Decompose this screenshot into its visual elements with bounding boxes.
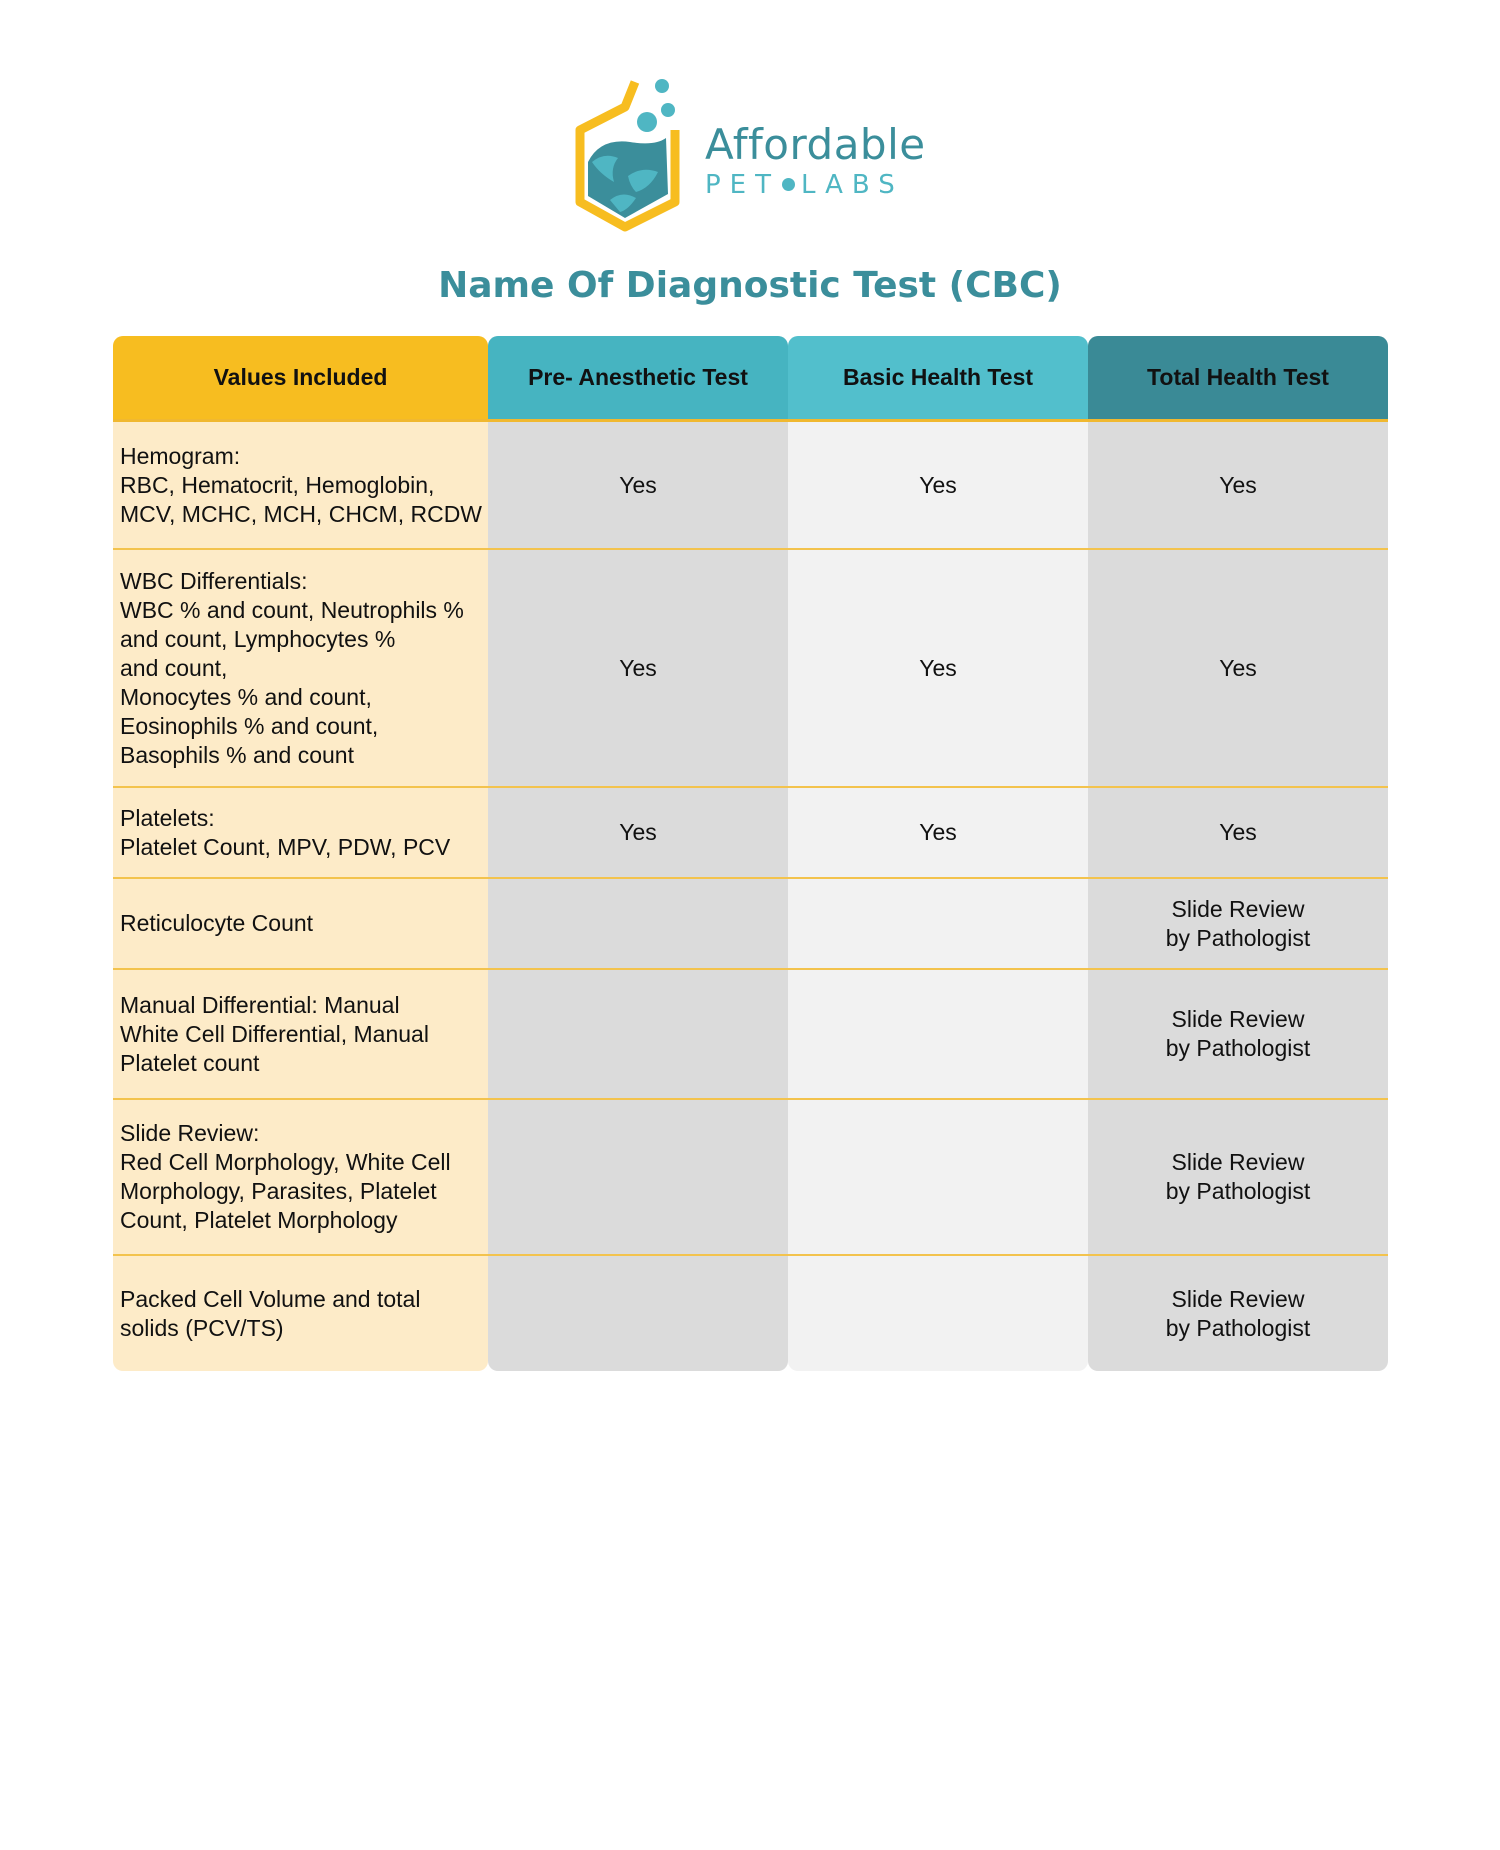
table-cell	[788, 879, 1088, 970]
cell-value: Slide Review by Pathologist	[1165, 1149, 1311, 1204]
row-label-text: Packed Cell Volume and total solids (PCV/TS)	[120, 1285, 421, 1341]
table-cell	[788, 970, 1088, 1100]
brand-labs-word: LABS	[801, 170, 904, 200]
column-pre-anesthetic	[488, 336, 788, 1371]
cell-value: Yes	[1219, 654, 1257, 681]
row-label-text: Manual Differential: Manual White Cell Differential, Manual Platelet count	[120, 991, 429, 1076]
row-label-text: Hemogram: RBC, Hematocrit, Hemoglobin, MCV, MCHC, MCH, CHCM, RCDW	[120, 442, 483, 527]
header-values-included: Values Included	[113, 336, 488, 422]
row-label	[113, 422, 488, 550]
cell-value: Yes	[619, 471, 657, 498]
header-total-health: Total Health Test	[1088, 336, 1388, 422]
brand-subtitle	[705, 170, 926, 200]
cell-value: Yes	[919, 471, 957, 498]
table-cell	[1088, 1100, 1388, 1256]
table-cell	[1088, 422, 1388, 550]
table-cell	[1088, 550, 1388, 788]
header-basic-health: Basic Health Test	[788, 336, 1088, 422]
flask-hexagon-icon	[570, 72, 700, 232]
row-label	[113, 879, 488, 970]
table-cell	[788, 1100, 1088, 1256]
header-pre-anesthetic: Pre- Anesthetic Test	[488, 336, 788, 422]
row-label	[113, 788, 488, 879]
comparison-table	[113, 336, 1388, 1371]
brand-logo	[570, 72, 930, 232]
cell-value: Yes	[919, 819, 957, 845]
column-basic-health	[788, 336, 1088, 1371]
cell-value: Slide Review by Pathologist	[1165, 1006, 1311, 1061]
table-cell	[788, 788, 1088, 879]
table-cell	[488, 422, 788, 550]
table-cell	[788, 422, 1088, 550]
row-label	[113, 550, 488, 788]
brand-pet-word: PET	[705, 170, 780, 200]
row-label-text: Reticulocyte Count	[120, 910, 314, 936]
table-cell	[1088, 879, 1388, 970]
table-cell	[788, 550, 1088, 788]
table-cell	[488, 788, 788, 879]
table-cell	[488, 879, 788, 970]
column-values-included	[113, 336, 488, 1371]
column-total-health	[1088, 336, 1388, 1371]
table-cell	[788, 1256, 1088, 1371]
table-cell	[488, 970, 788, 1100]
table-cell	[1088, 970, 1388, 1100]
cell-value: Yes	[619, 819, 657, 845]
table-cell	[488, 1100, 788, 1256]
cell-value: Slide Review by Pathologist	[1165, 1285, 1311, 1341]
page-title: Name Of Diagnostic Test (CBC)	[438, 265, 1062, 306]
cell-value: Yes	[1219, 471, 1257, 498]
table-cell	[488, 1256, 788, 1371]
brand-dot-icon	[782, 178, 795, 191]
row-label-text: WBC Differentials: WBC % and count, Neutrophils % and count, Lymphocytes % and count, Monocytes % and count, Eosinophils % and count, Basophils % and count	[120, 567, 464, 768]
row-label	[113, 1100, 488, 1256]
row-label	[113, 1256, 488, 1371]
cell-value: Slide Review by Pathologist	[1165, 895, 1311, 951]
cell-value: Yes	[1219, 819, 1257, 845]
table-cell	[488, 550, 788, 788]
row-label-text: Slide Review: Red Cell Morphology, White Cell Morphology, Parasites, Platelet Count, Platelet Morphology	[120, 1120, 451, 1233]
cell-value: Yes	[619, 654, 657, 681]
row-label	[113, 970, 488, 1100]
table-cell	[1088, 1256, 1388, 1371]
table-cell	[1088, 788, 1388, 879]
row-label-text: Platelets: Platelet Count, MPV, PDW, PCV	[120, 804, 451, 860]
brand-name: Affordable	[705, 120, 926, 169]
cell-value: Yes	[919, 654, 957, 681]
